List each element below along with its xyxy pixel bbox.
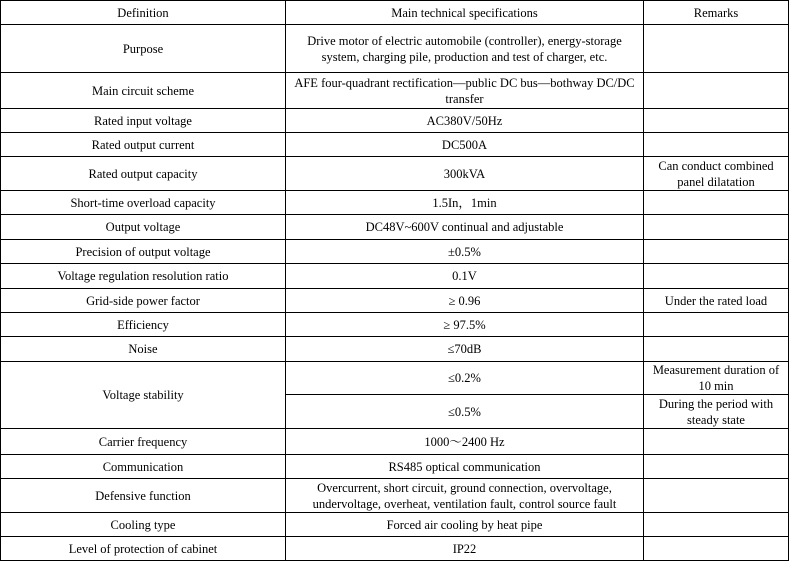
definition-cell: Cooling type (1, 513, 286, 537)
table-row (1, 240, 789, 264)
remark-cell: Can conduct combined panel dilatation (644, 157, 789, 191)
spec-cell: RS485 optical communication (286, 455, 644, 479)
remark-cell (644, 264, 789, 289)
spec-cell: ≥ 0.96 (286, 289, 644, 313)
spec-cell: ±0.5% (286, 240, 644, 264)
definition-cell: Noise (1, 337, 286, 362)
definition-cell: Purpose (1, 25, 286, 73)
table-row (1, 289, 789, 313)
definition-cell: Rated input voltage (1, 109, 286, 133)
remark-cell (644, 479, 789, 513)
table-row (1, 537, 789, 561)
spec-cell: ≤0.2% (286, 362, 644, 395)
definition-cell: Main circuit scheme (1, 73, 286, 109)
table-row (1, 313, 789, 337)
table-row (1, 513, 789, 537)
spec-cell: 0.1V (286, 264, 644, 289)
definition-cell: Rated output capacity (1, 157, 286, 191)
header-row (1, 1, 789, 25)
remark-cell (644, 133, 789, 157)
remark-cell (644, 537, 789, 561)
definition-cell: Voltage regulation resolution ratio (1, 264, 286, 289)
table-row (1, 429, 789, 455)
spec-cell: ≤0.5% (286, 395, 644, 429)
remark-cell (644, 337, 789, 362)
table-row (1, 264, 789, 289)
spec-cell: IP22 (286, 537, 644, 561)
remark-cell: During the period with steady state (644, 395, 789, 429)
remark-cell (644, 455, 789, 479)
spec-cell: ≥ 97.5% (286, 313, 644, 337)
remark-cell (644, 513, 789, 537)
spec-cell: ≤70dB (286, 337, 644, 362)
definition-cell: Output voltage (1, 215, 286, 240)
table-row (1, 191, 789, 215)
table-row (1, 109, 789, 133)
remark-cell (644, 109, 789, 133)
definition-cell: Short-time overload capacity (1, 191, 286, 215)
definition-cell: Grid-side power factor (1, 289, 286, 313)
remark-cell (644, 313, 789, 337)
definition-cell: Rated output current (1, 133, 286, 157)
table-row (1, 133, 789, 157)
table-row (1, 479, 789, 513)
spec-cell: DC48V~600V continual and adjustable (286, 215, 644, 240)
table-row (1, 455, 789, 479)
header-specifications: Main technical specifications (286, 1, 644, 25)
spec-cell: DC500A (286, 133, 644, 157)
table-row (1, 337, 789, 362)
spec-cell: Forced air cooling by heat pipe (286, 513, 644, 537)
definition-cell: Efficiency (1, 313, 286, 337)
remark-cell (644, 191, 789, 215)
definition-cell: Voltage stability (1, 362, 286, 429)
remark-cell (644, 240, 789, 264)
table-row (1, 362, 789, 395)
remark-cell (644, 215, 789, 240)
definition-cell: Defensive function (1, 479, 286, 513)
spec-cell: Drive motor of electric automobile (controller), energy-storage system, charging pile, production and test of charger, etc. (286, 25, 644, 73)
spec-cell: AC380V/50Hz (286, 109, 644, 133)
table-row (1, 157, 789, 191)
definition-cell: Carrier frequency (1, 429, 286, 455)
table-row (1, 215, 789, 240)
spec-cell: Overcurrent, short circuit, ground connection, overvoltage, undervoltage, overheat, ventilation fault, control source fault (286, 479, 644, 513)
table-row (1, 25, 789, 73)
definition-cell: Level of protection of cabinet (1, 537, 286, 561)
table-row (1, 73, 789, 109)
spec-cell: 1000～2400 Hz (286, 429, 644, 455)
header-definition: Definition (1, 1, 286, 25)
definition-cell: Communication (1, 455, 286, 479)
remark-cell (644, 73, 789, 109)
header-remarks: Remarks (644, 1, 789, 25)
spec-cell: 300kVA (286, 157, 644, 191)
spec-cell: AFE four-quadrant rectification—public DC bus—bothway DC/DC transfer (286, 73, 644, 109)
spec-cell: 1.5In，1min (286, 191, 644, 215)
definition-cell: Precision of output voltage (1, 240, 286, 264)
remark-cell: Measurement duration of 10 min (644, 362, 789, 395)
remark-cell (644, 429, 789, 455)
remark-cell: Under the rated load (644, 289, 789, 313)
remark-cell (644, 25, 789, 73)
